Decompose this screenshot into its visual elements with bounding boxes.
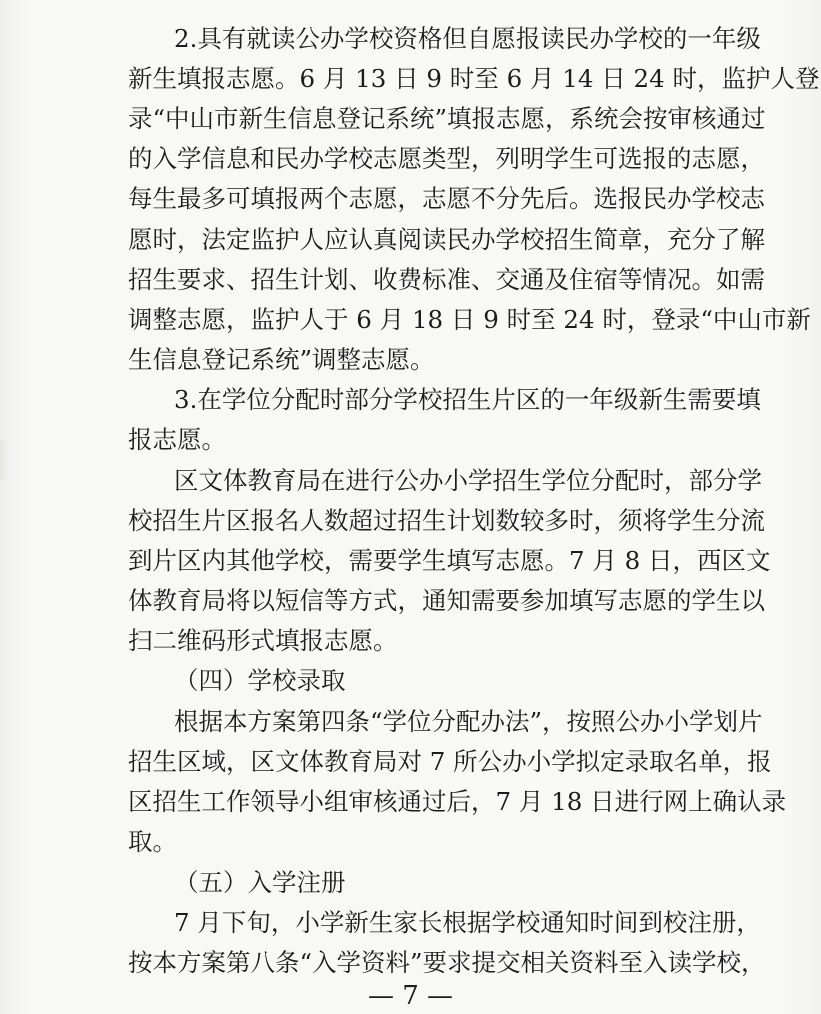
text-line: 愿时，法定监护人应认真阅读民办学校招生简章，充分了解 bbox=[128, 225, 765, 254]
text-line: 每生最多可填报两个志愿，志愿不分先后。选报民办学校志 bbox=[128, 184, 765, 213]
text-line: 调整志愿，监护人于 6 月 18 日 9 时至 24 时，登录“中山市新 bbox=[128, 305, 811, 334]
text-line: 扫二维码形式填报志愿。 bbox=[128, 626, 398, 655]
text-line: 取。 bbox=[128, 827, 177, 856]
text-line: 区文体教育局在进行公办小学招生学位分配时，部分学 bbox=[174, 466, 762, 495]
section-heading-3: 3.在学位分配时部分学校招生片区的一年级新生需要填 bbox=[174, 385, 761, 414]
text-line: 到片区内其他学校，需要学生填写志愿。7 月 8 日，西区文 bbox=[128, 546, 771, 575]
page-edge-shadow bbox=[0, 440, 8, 480]
text-line: 校招生片区报名人数超过招生计划数较多时，须将学生分流 bbox=[128, 506, 765, 535]
text-line: 生信息登记系统”调整志愿。 bbox=[128, 345, 435, 374]
page-number: — 7 — bbox=[367, 981, 454, 1011]
text-line: 新生填报志愿。6 月 13 日 9 时至 6 月 14 日 24 时，监护人登 bbox=[128, 64, 820, 93]
text-line: 体教育局将以短信等方式，通知需要参加填写志愿的学生以 bbox=[128, 586, 765, 615]
text-line: 根据本方案第四条“学位分配办法”，按照公办小学划片 bbox=[174, 707, 763, 736]
text-line: 按本方案第八条“入学资料”要求提交相关资料至入读学校， bbox=[128, 948, 766, 977]
section-heading-enrollment-registration: （五）入学注册 bbox=[174, 868, 346, 897]
text-line: 7 月下旬，小学新生家长根据学校通知时间到校注册， bbox=[174, 908, 761, 937]
text-line: 招生区域，区文体教育局对 7 所公办小学拟定录取名单，报 bbox=[128, 747, 772, 776]
section-heading-school-admission: （四）学校录取 bbox=[174, 666, 346, 695]
text-line: 2.具有就读公办学校资格但自愿报读民办学校的一年级 bbox=[174, 24, 761, 53]
text-line: 的入学信息和民办学校志愿类型，列明学生可选报的志愿， bbox=[128, 144, 765, 173]
text-line: 报志愿。 bbox=[128, 425, 226, 454]
text-line: 区招生工作领导小组审核通过后，7 月 18 日进行网上确认录 bbox=[128, 787, 787, 816]
text-line: 录“中山市新生信息登记系统”填报志愿，系统会按审核通过 bbox=[128, 104, 766, 133]
text-line: 招生要求、招生计划、收费标准、交通及住宿等情况。如需 bbox=[128, 265, 765, 294]
